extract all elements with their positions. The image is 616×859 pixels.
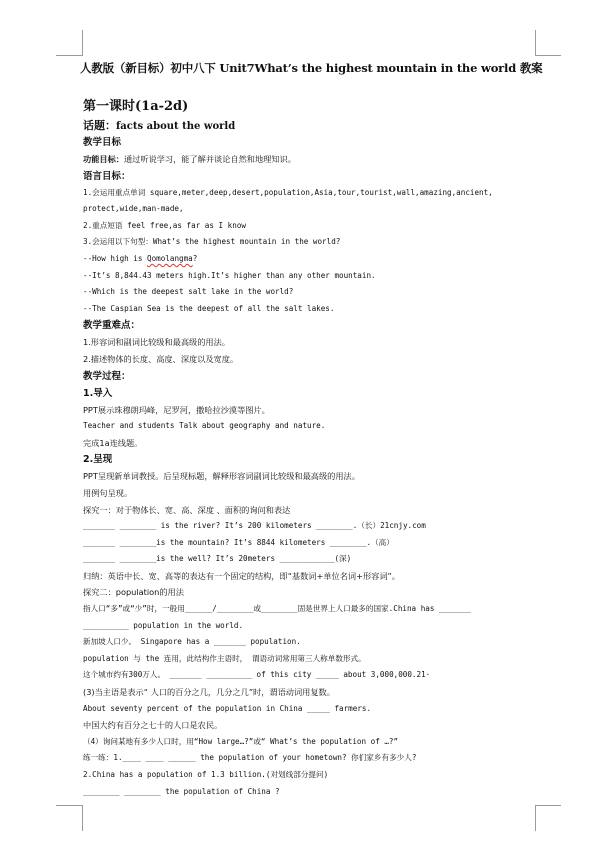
body-line: (3)当主语是表示“ 人口的百分之几，几分之几”时，谓语动词用复数。	[83, 687, 335, 698]
body-line: PPT呈现新单词教授。后呈现标题，解释形容词副词比较级和最高级的用法。	[83, 471, 360, 482]
body-line	[83, 251, 533, 268]
body-line: 归纳：英语中长、宽、高等的表达有一个固定的结构，即“基数词+单位名词+形容词”。	[83, 570, 400, 581]
exercise-line: 指人口“多”或“少”时，一般用______/________或________固是世界上人口最多的国家.China has _______	[83, 604, 471, 614]
exercise-line: 新加坡人口少。 Singapore has a _______ population.	[83, 637, 301, 647]
lesson-heading: 第一课时(1a-2d)	[83, 99, 189, 114]
subsection-lead-in: 1.导入	[83, 387, 113, 399]
body-line: 完成1a连线题。	[83, 437, 143, 448]
section-process: 教学过程：	[83, 370, 131, 382]
crop-mark	[535, 55, 561, 56]
crop-mark	[82, 30, 83, 56]
body-line: （4）询问某地有多少人口时，用“How large…?”或“ What’s the population of …?”	[83, 736, 399, 746]
subsection-presentation: 2.呈现	[83, 454, 113, 466]
body-line: 3.会运用以下句型：What’s the highest mountain in the world?	[83, 237, 341, 247]
exercise-line: _______ ________is the well? It’s 20meters ____________(深)	[83, 554, 352, 564]
body-line: 1.会运用重点单词 square,meter,deep,desert,population,Asia,tour,tourist,wall,amazing,ancient,	[83, 187, 493, 197]
body-line: --Which is the deepest salt lake in the world?	[83, 287, 294, 297]
body-line: 探究一：对于物体长、宽、高、深度 、面积的询问和表达	[83, 504, 291, 515]
topic-text: facts about the world	[116, 121, 236, 132]
crop-mark	[56, 805, 82, 806]
section-language-goals: 语言目标：	[83, 170, 131, 182]
section-key-points: 教学重难点：	[83, 320, 141, 332]
topic-line	[83, 117, 533, 134]
document-title: 人教版（新目标）初中八下 Unit7What’s the highest mountain in the world 教案	[80, 61, 543, 75]
functional-goal	[83, 151, 533, 168]
body-line: protect,wide,man-made,	[83, 204, 184, 214]
crop-mark	[56, 55, 82, 56]
body-line: population 与 the 连用，此结构作主语时， 谓语动词常用第三人称单数形式。	[83, 653, 366, 663]
exercise-line: 2.China has a population of 1.3 billion.(对划线部分提问)	[83, 770, 329, 779]
spellcheck-word: Qomolangma	[147, 253, 193, 263]
body-line: 探究二：population的用法	[83, 587, 184, 598]
crop-mark	[82, 805, 83, 831]
functional-goal-label: 功能目标：	[83, 154, 124, 164]
body-line: --The Caspian Sea is the deepest of all the salt lakes.	[83, 303, 335, 313]
exercise-line: _______ ________is the mountain? It’s 8844 kilometers ________.（高）	[83, 537, 394, 547]
exercise-line: About seventy percent of the population in China _____ farmers.	[83, 703, 372, 713]
inline-text: ?	[192, 253, 198, 263]
body-line: 用例句呈现。	[83, 487, 133, 498]
exercise-line: 这个城市约有300万人。 _______ __________ of this city _____ about 3,000,000.21·	[83, 670, 431, 680]
body-line: PPT展示珠穆朗玛峰，尼罗河，撒哈拉沙漠等图片。	[83, 404, 270, 415]
exercise-line: ________ ________ the population of China ?	[83, 786, 280, 796]
crop-mark	[535, 805, 536, 831]
body-line: 2.描述物体的长度、高度、深度以及宽度。	[83, 353, 239, 364]
body-line: 2.重点短语 feel free,as far as I know	[83, 220, 246, 230]
inline-text: --How high is	[83, 253, 148, 263]
body-line: --It’s 8,844.43 meters high.It’s higher than any other mountain.	[83, 270, 376, 280]
topic-label: 话题：	[83, 119, 116, 132]
crop-mark	[535, 30, 536, 56]
body-line: 1.形容词和副词比较级和最高级的用法。	[83, 337, 230, 348]
exercise-line: __________ population in the world.	[83, 620, 244, 630]
exercise-line: 练一练：1.____ ____ ______ the population of your hometown? 你们家乡有多少人?	[83, 753, 417, 763]
section-teaching-goals: 教学目标	[83, 137, 122, 148]
exercise-line: _______ ________ is the river? It’s 200 kilometers ________.（长）21cnjy.com	[83, 521, 426, 531]
functional-goal-text: 通过听说学习，能了解并谈论自然和地理知识。	[123, 154, 296, 164]
crop-mark	[535, 805, 561, 806]
body-line: Teacher and students Talk about geography and nature.	[83, 421, 326, 431]
document-body	[83, 97, 533, 800]
body-line: 中国大约有百分之七十的人口是农民。	[83, 720, 223, 731]
